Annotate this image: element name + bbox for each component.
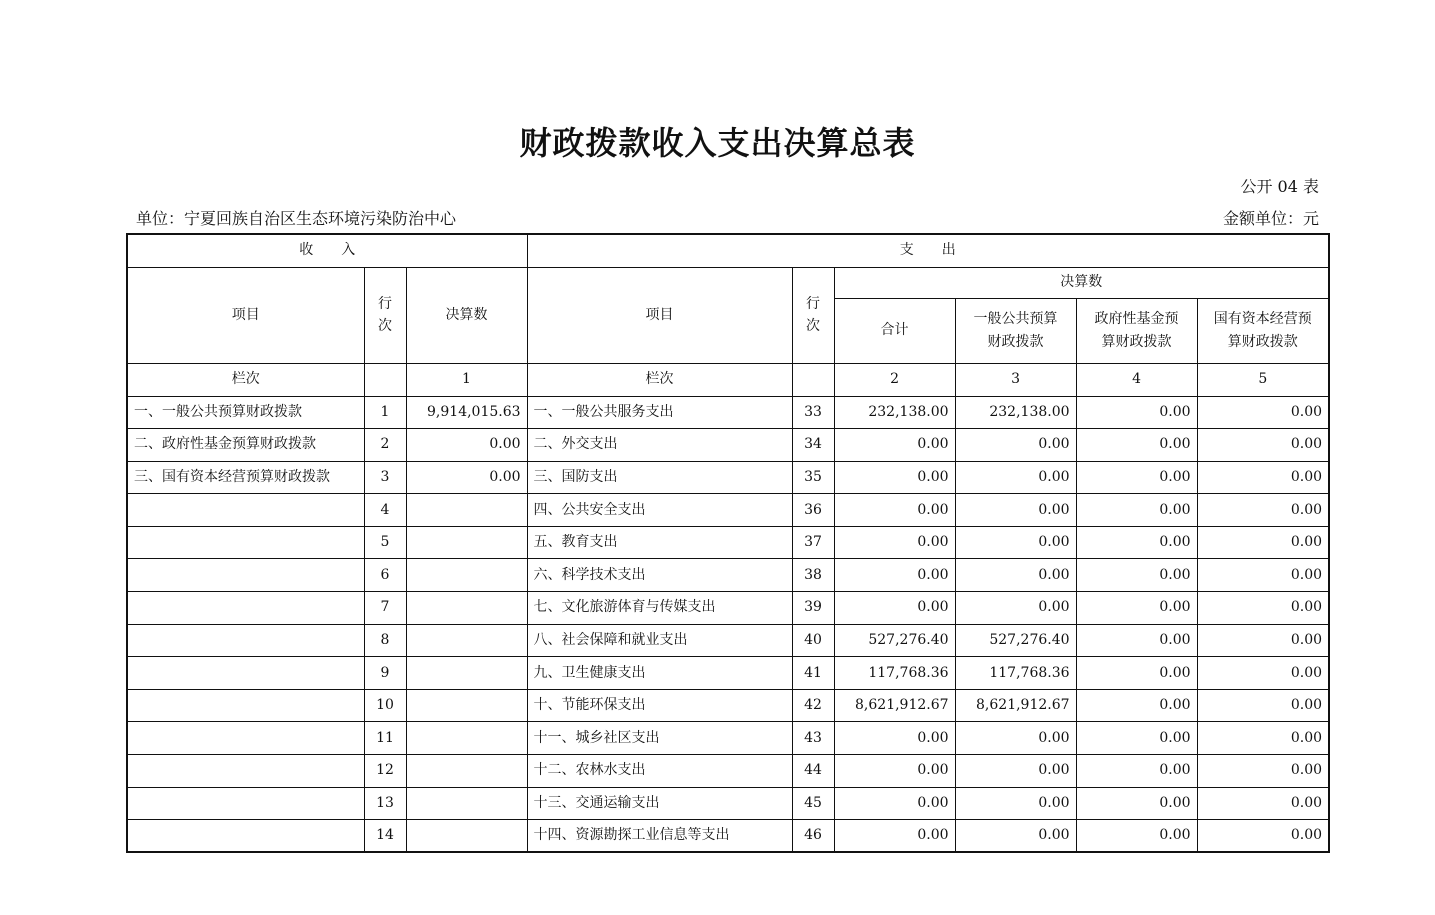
expense-row-number-cell: 39 <box>792 592 834 625</box>
expense-item-cell: 十三、交通运输支出 <box>527 787 792 820</box>
expense-item-cell: 五、教育支出 <box>527 526 792 559</box>
income-row-number-cell: 14 <box>364 820 406 853</box>
column-number-row <box>127 363 1329 396</box>
state-capital-header: 国有资本经营预 算财政拨款 <box>1197 298 1329 363</box>
state-capital-amount-cell: 0.00 <box>1197 559 1329 592</box>
income-item-cell <box>127 787 364 820</box>
total-amount-cell: 117,768.36 <box>834 657 955 690</box>
total-amount-cell: 0.00 <box>834 787 955 820</box>
general-budget-amount-cell: 232,138.00 <box>955 396 1076 429</box>
income-amount-cell <box>406 787 527 820</box>
state-capital-amount-cell: 0.00 <box>1197 755 1329 788</box>
income-amount-cell: 0.00 <box>406 461 527 494</box>
table-row <box>127 755 1329 788</box>
expense-item-cell: 四、公共安全支出 <box>527 494 792 527</box>
income-item-cell <box>127 559 364 592</box>
expense-row-number-cell: 41 <box>792 657 834 690</box>
header-row-sections <box>127 234 1329 267</box>
expense-row-number-cell: 34 <box>792 429 834 462</box>
total-amount-cell: 0.00 <box>834 755 955 788</box>
state-capital-amount-cell: 0.00 <box>1197 592 1329 625</box>
gov-fund-amount-cell: 0.00 <box>1076 787 1197 820</box>
general-budget-amount-cell: 0.00 <box>955 755 1076 788</box>
gov-fund-amount-cell: 0.00 <box>1076 526 1197 559</box>
general-budget-amount-cell: 0.00 <box>955 494 1076 527</box>
column-number-3: 3 <box>955 363 1076 396</box>
income-item-cell <box>127 722 364 755</box>
state-capital-amount-cell: 0.00 <box>1197 657 1329 690</box>
expense-item-cell: 十二、农林水支出 <box>527 755 792 788</box>
total-amount-cell: 0.00 <box>834 559 955 592</box>
general-budget-amount-cell: 8,621,912.67 <box>955 689 1076 722</box>
empty-cell <box>792 363 834 396</box>
income-amount-cell <box>406 657 527 690</box>
state-capital-amount-cell: 0.00 <box>1197 787 1329 820</box>
income-amount-cell <box>406 592 527 625</box>
expense-item-cell: 八、社会保障和就业支出 <box>527 624 792 657</box>
total-amount-cell: 232,138.00 <box>834 396 955 429</box>
total-header: 合计 <box>834 298 955 363</box>
total-amount-cell: 0.00 <box>834 461 955 494</box>
general-budget-amount-cell: 0.00 <box>955 526 1076 559</box>
table-row <box>127 787 1329 820</box>
income-amount-cell: 9,914,015.63 <box>406 396 527 429</box>
income-amount-cell <box>406 820 527 853</box>
expense-item-cell: 十、节能环保支出 <box>527 689 792 722</box>
state-capital-amount-cell: 0.00 <box>1197 689 1329 722</box>
expense-item-cell: 九、卫生健康支出 <box>527 657 792 690</box>
expense-row-number-cell: 37 <box>792 526 834 559</box>
expense-item-cell: 六、科学技术支出 <box>527 559 792 592</box>
final-amount-group-header: 决算数 <box>834 267 1329 298</box>
expense-row-number-cell: 44 <box>792 755 834 788</box>
income-item-cell: 一、一般公共预算财政拨款 <box>127 396 364 429</box>
expense-row-number-cell: 36 <box>792 494 834 527</box>
state-capital-amount-cell: 0.00 <box>1197 526 1329 559</box>
expense-item-header: 项目 <box>527 267 792 363</box>
state-capital-amount-cell: 0.00 <box>1197 396 1329 429</box>
general-budget-amount-cell: 527,276.40 <box>955 624 1076 657</box>
income-amount-header: 决算数 <box>406 267 527 363</box>
table-body <box>127 234 1329 852</box>
income-item-header: 项目 <box>127 267 364 363</box>
gov-fund-amount-cell: 0.00 <box>1076 396 1197 429</box>
income-item-cell <box>127 624 364 657</box>
total-amount-cell: 0.00 <box>834 429 955 462</box>
total-amount-cell: 0.00 <box>834 592 955 625</box>
income-row-no-header: 行 次 <box>364 267 406 363</box>
income-item-cell <box>127 820 364 853</box>
table-row <box>127 592 1329 625</box>
income-amount-cell <box>406 624 527 657</box>
general-budget-amount-cell: 0.00 <box>955 461 1076 494</box>
income-item-cell <box>127 755 364 788</box>
state-capital-amount-cell: 0.00 <box>1197 461 1329 494</box>
gov-fund-amount-cell: 0.00 <box>1076 657 1197 690</box>
column-number-2: 2 <box>834 363 955 396</box>
income-amount-cell: 0.00 <box>406 429 527 462</box>
expense-row-number-cell: 40 <box>792 624 834 657</box>
income-item-cell <box>127 494 364 527</box>
expense-item-cell: 二、外交支出 <box>527 429 792 462</box>
expense-item-cell: 七、文化旅游体育与传媒支出 <box>527 592 792 625</box>
state-capital-amount-cell: 0.00 <box>1197 722 1329 755</box>
gov-fund-amount-cell: 0.00 <box>1076 820 1197 853</box>
expense-column-label: 栏次 <box>527 363 792 396</box>
form-code: 公开 04 表 <box>1240 177 1319 196</box>
expense-row-number-cell: 43 <box>792 722 834 755</box>
expense-section-header: 支 出 <box>527 234 1329 267</box>
general-budget-amount-cell: 0.00 <box>955 722 1076 755</box>
gov-fund-amount-cell: 0.00 <box>1076 559 1197 592</box>
expense-row-no-header: 行 次 <box>792 267 834 363</box>
general-budget-amount-cell: 117,768.36 <box>955 657 1076 690</box>
general-budget-amount-cell: 0.00 <box>955 559 1076 592</box>
income-row-number-cell: 12 <box>364 755 406 788</box>
total-amount-cell: 0.00 <box>834 722 955 755</box>
general-budget-amount-cell: 0.00 <box>955 429 1076 462</box>
expense-row-number-cell: 38 <box>792 559 834 592</box>
income-row-number-cell: 1 <box>364 396 406 429</box>
income-row-number-cell: 6 <box>364 559 406 592</box>
income-amount-cell <box>406 755 527 788</box>
income-row-number-cell: 10 <box>364 689 406 722</box>
column-number-5: 5 <box>1197 363 1329 396</box>
expense-row-number-cell: 46 <box>792 820 834 853</box>
income-amount-cell <box>406 526 527 559</box>
table-row <box>127 657 1329 690</box>
reporting-unit: 单位：宁夏回族自治区生态环境污染防治中心 <box>136 209 457 228</box>
state-capital-amount-cell: 0.00 <box>1197 429 1329 462</box>
income-row-number-cell: 13 <box>364 787 406 820</box>
income-row-number-cell: 9 <box>364 657 406 690</box>
table-row <box>127 624 1329 657</box>
income-column-number: 1 <box>406 363 527 396</box>
gov-fund-amount-cell: 0.00 <box>1076 592 1197 625</box>
income-row-number-cell: 8 <box>364 624 406 657</box>
total-amount-cell: 0.00 <box>834 526 955 559</box>
budget-table <box>126 233 1330 853</box>
expense-row-number-cell: 35 <box>792 461 834 494</box>
income-amount-cell <box>406 689 527 722</box>
state-capital-amount-cell: 0.00 <box>1197 494 1329 527</box>
report-title: 财政拨款收入支出决算总表 <box>519 124 916 162</box>
income-item-cell <box>127 592 364 625</box>
gov-fund-amount-cell: 0.00 <box>1076 494 1197 527</box>
table-row <box>127 820 1329 853</box>
income-amount-cell <box>406 494 527 527</box>
income-row-number-cell: 7 <box>364 592 406 625</box>
income-row-number-cell: 4 <box>364 494 406 527</box>
state-capital-amount-cell: 0.00 <box>1197 624 1329 657</box>
amount-unit: 金额单位：元 <box>1222 209 1319 228</box>
table-row <box>127 494 1329 527</box>
income-item-cell: 三、国有资本经营预算财政拨款 <box>127 461 364 494</box>
income-section-header: 收 入 <box>127 234 527 267</box>
gov-fund-amount-cell: 0.00 <box>1076 429 1197 462</box>
income-row-number-cell: 11 <box>364 722 406 755</box>
table-row <box>127 722 1329 755</box>
table-row <box>127 396 1329 429</box>
state-capital-amount-cell: 0.00 <box>1197 820 1329 853</box>
gov-fund-amount-cell: 0.00 <box>1076 722 1197 755</box>
header-row-1 <box>127 267 1329 298</box>
table-row <box>127 526 1329 559</box>
income-item-cell <box>127 526 364 559</box>
gov-fund-amount-cell: 0.00 <box>1076 624 1197 657</box>
income-item-cell <box>127 689 364 722</box>
column-number-4: 4 <box>1076 363 1197 396</box>
gov-fund-amount-cell: 0.00 <box>1076 689 1197 722</box>
income-row-number-cell: 2 <box>364 429 406 462</box>
gov-fund-amount-cell: 0.00 <box>1076 755 1197 788</box>
general-budget-amount-cell: 0.00 <box>955 820 1076 853</box>
income-row-number-cell: 5 <box>364 526 406 559</box>
expense-item-cell: 一、一般公共服务支出 <box>527 396 792 429</box>
table-row <box>127 559 1329 592</box>
expense-row-number-cell: 33 <box>792 396 834 429</box>
total-amount-cell: 0.00 <box>834 494 955 527</box>
table-row <box>127 461 1329 494</box>
expense-item-cell: 十四、资源勘探工业信息等支出 <box>527 820 792 853</box>
income-item-cell <box>127 657 364 690</box>
general-budget-amount-cell: 0.00 <box>955 787 1076 820</box>
expense-row-number-cell: 45 <box>792 787 834 820</box>
total-amount-cell: 8,621,912.67 <box>834 689 955 722</box>
empty-cell <box>364 363 406 396</box>
general-budget-amount-cell: 0.00 <box>955 592 1076 625</box>
income-item-cell: 二、政府性基金预算财政拨款 <box>127 429 364 462</box>
income-amount-cell <box>406 559 527 592</box>
gov-fund-amount-cell: 0.00 <box>1076 461 1197 494</box>
table-row <box>127 429 1329 462</box>
expense-item-cell: 十一、城乡社区支出 <box>527 722 792 755</box>
income-amount-cell <box>406 722 527 755</box>
general-budget-header: 一般公共预算 财政拨款 <box>955 298 1076 363</box>
expense-row-number-cell: 42 <box>792 689 834 722</box>
income-column-label: 栏次 <box>127 363 364 396</box>
total-amount-cell: 527,276.40 <box>834 624 955 657</box>
gov-fund-header: 政府性基金预 算财政拨款 <box>1076 298 1197 363</box>
expense-item-cell: 三、国防支出 <box>527 461 792 494</box>
income-row-number-cell: 3 <box>364 461 406 494</box>
total-amount-cell: 0.00 <box>834 820 955 853</box>
table-row <box>127 689 1329 722</box>
